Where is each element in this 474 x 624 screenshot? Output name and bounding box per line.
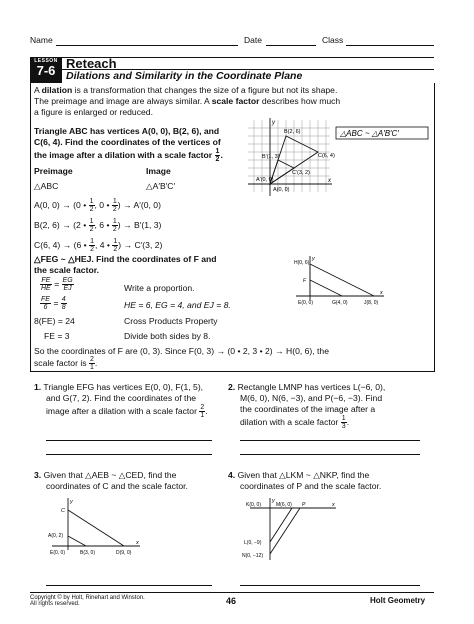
example1-prompt-1: Triangle ABC has vertices A(0, 0), B(2, 6), and xyxy=(34,126,220,136)
equation-2-note: HE = 6, EG = 4, and EJ = 8. xyxy=(124,300,231,310)
lesson-badge xyxy=(30,57,62,83)
svg-text:y: y xyxy=(272,498,275,504)
problem-2: 2. Rectangle LMNP has vertices L(−6, 0), M(6, 0), N(6, −3), and P(−6, −3). Find the coordinates of the image after a dilation with a scale factor $\frac{1}{3}$ . xyxy=(228,382,386,430)
intro-line-1: A dilation is a transformation that changes the size of a figure but not its shape. xyxy=(34,85,338,95)
svg-text:F: F xyxy=(303,278,307,284)
example2-graph xyxy=(290,254,386,314)
copyright-line-1: Copyright © by Holt, Rinehart and Winston. xyxy=(30,595,145,601)
svg-text:D(9, 0): D(9, 0) xyxy=(116,550,132,556)
problem-3: 3. Given that △AEB ~ △CED, find the coordinates of C and the scale factor. xyxy=(34,470,188,491)
conclusion-line-2: scale factor is $\frac{2}{1}$ . xyxy=(34,356,98,371)
lesson-banner xyxy=(30,57,434,83)
point-c1-label: C′(3, 2) xyxy=(292,170,310,176)
svg-text:y: y xyxy=(70,499,73,505)
point-c-label: C(6, 4) xyxy=(318,153,335,159)
conclusion-line-1: So the coordinates of F are (0, 3). Since F(0, 3) → (0 • 2, 3 • 2) → H(0, 6), the xyxy=(34,346,329,356)
graph-x-label: x xyxy=(328,178,331,184)
example2-prompt-2: the scale factor. xyxy=(34,265,99,275)
point-a-label: A(0, 0) xyxy=(273,187,290,193)
date-line[interactable] xyxy=(266,45,316,46)
problem-4-answer-line[interactable] xyxy=(240,585,420,586)
svg-text:N(0, −12): N(0, −12) xyxy=(242,553,263,559)
triangle-image: △A′B′C′ xyxy=(146,181,176,191)
svg-text:K(0, 0): K(0, 0) xyxy=(246,502,262,508)
point-a1-label: A′(0, 0) xyxy=(256,177,274,183)
point-b-label: B(2, 6) xyxy=(284,129,301,135)
equation-1: $\frac{FE}{HE}$ = $\frac{EG}{EJ}$ xyxy=(41,277,73,292)
problem-4-graph xyxy=(240,496,340,562)
svg-text:y: y xyxy=(312,256,315,262)
copyright-line-2: All rights reserved. xyxy=(30,601,80,607)
class-label: Class xyxy=(322,35,344,45)
example1-prompt-3: the image after a dilation with a scale factor $\frac{1}{2}$ . xyxy=(34,148,223,163)
equation-4-note: Divide both sides by 8. xyxy=(124,331,211,341)
name-label: Name xyxy=(30,35,53,45)
example1-graph xyxy=(248,118,430,198)
equation-2: $\frac{FE}{6}$ = $\frac{4}{8}$ xyxy=(41,296,66,311)
graph-y-label: y xyxy=(272,120,275,126)
problem-2-answer-line-1[interactable] xyxy=(240,440,420,441)
intro-line-2: The preimage and image are always similar. A scale factor describes how much xyxy=(34,96,341,106)
problem-1-answer-line-1[interactable] xyxy=(46,440,212,441)
svg-text:x: x xyxy=(332,502,335,508)
problem-4: 4. Given that △LKM ~ △NKP, find the coordinates of P and the scale factor. xyxy=(228,470,382,491)
similarity-label: △ABC ~ △A′B′C′ xyxy=(340,129,399,138)
point-b1-label: B′(1, 3) xyxy=(262,154,280,160)
mapping-row-b: B(2, 6) → (2 • $\frac{1}{2}$ , 6 • $\frac{1}{2}$ ) → B′(1, 3) xyxy=(34,218,162,233)
lesson-word: LESSON xyxy=(34,58,58,64)
equation-4: FE = 3 xyxy=(44,331,70,341)
problem-3-answer-line[interactable] xyxy=(46,585,212,586)
col-image: Image xyxy=(146,166,171,176)
page-number: 46 xyxy=(226,596,237,606)
class-line[interactable] xyxy=(346,45,434,46)
svg-text:C: C xyxy=(61,508,65,514)
intro-line-3: a figure is enlarged or reduced. xyxy=(34,107,153,117)
equation-3: 8(FE) = 24 xyxy=(34,316,75,326)
svg-text:P: P xyxy=(302,502,306,508)
svg-text:L(0, −9): L(0, −9) xyxy=(244,540,262,546)
svg-text:x: x xyxy=(136,540,139,546)
date-label: Date xyxy=(244,35,262,45)
equation-1-note: Write a proportion. xyxy=(124,283,195,293)
problem-3-graph xyxy=(42,496,142,560)
mapping-row-c: C(6, 4) → (6 • $\frac{1}{2}$ , 4 • $\frac{1}{2}$ ) → C′(3, 2) xyxy=(34,238,163,253)
svg-text:B(3, 0): B(3, 0) xyxy=(80,550,96,556)
svg-text:E(0, 0): E(0, 0) xyxy=(298,300,314,306)
example2-prompt-1: △FEG ~ △HEJ. Find the coordinates of F and xyxy=(34,254,217,264)
book-title: Holt Geometry xyxy=(370,596,426,605)
equation-3-note: Cross Products Property xyxy=(124,316,218,326)
svg-text:E(0, 0): E(0, 0) xyxy=(50,550,66,556)
lesson-number: 7-6 xyxy=(36,63,56,78)
svg-text:H(0, 6): H(0, 6) xyxy=(294,260,310,266)
svg-text:A(0, 2): A(0, 2) xyxy=(48,533,64,539)
problem-2-answer-line-2[interactable] xyxy=(240,454,420,455)
page-subtitle: Dilations and Similarity in the Coordinate Plane xyxy=(66,70,303,82)
svg-text:G(4, 0): G(4, 0) xyxy=(332,300,348,306)
problem-1-answer-line-2[interactable] xyxy=(46,454,212,455)
col-preimage: Preimage xyxy=(34,166,73,176)
problem-1: 1. Triangle EFG has vertices E(0, 0), F(1, 5), and G(7, 2). Find the coordinates of the image after a dilation with a scale factor $\frac{2}{1}$ . xyxy=(34,382,208,419)
mapping-row-a: A(0, 0) → (0 • $\frac{1}{2}$ , 0 • $\frac{1}{2}$ ) → A′(0, 0) xyxy=(34,198,161,213)
page-title: Reteach xyxy=(66,56,117,71)
svg-text:M(6, 0): M(6, 0) xyxy=(276,502,292,508)
name-line[interactable] xyxy=(56,45,238,46)
example1-prompt-2: C(6, 4). Find the coordinates of the vertices of xyxy=(34,137,221,147)
triangle-preimage: △ABC xyxy=(34,181,59,191)
svg-text:x: x xyxy=(380,290,383,296)
svg-text:J(8, 0): J(8, 0) xyxy=(364,300,379,306)
